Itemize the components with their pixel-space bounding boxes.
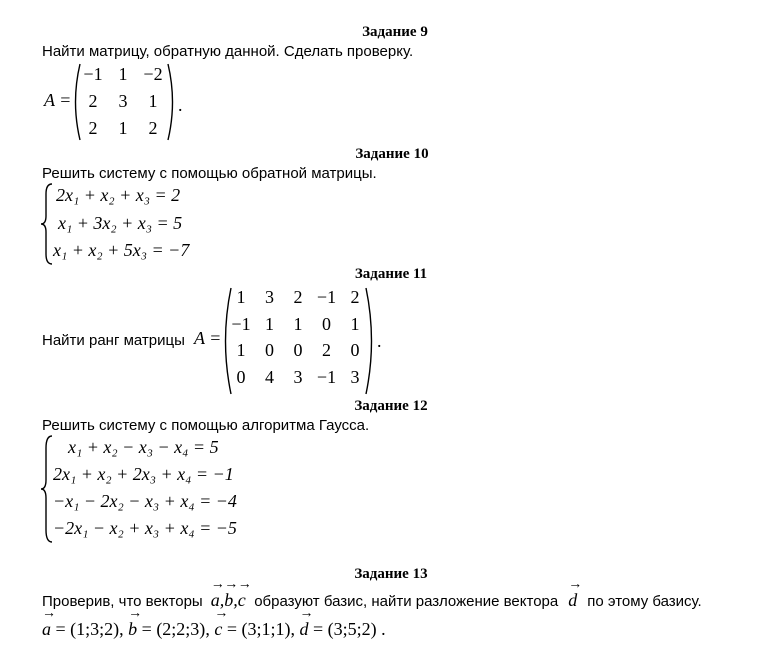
matrix-11-cell-r2-c4: 0 bbox=[322, 313, 331, 334]
task-13-basis: → a,→ b,→ c bbox=[211, 590, 251, 610]
matrix-9-cell-r2-c3: 1 bbox=[148, 91, 158, 111]
system-12-eq-3: −x₁ − 2x₂ − x₃ + x₄ = −4 bbox=[53, 491, 237, 511]
matrix-9-name: A = bbox=[44, 90, 72, 110]
matrix-11-cell-r1-c2: 3 bbox=[265, 287, 274, 307]
matrix-9-cell-r3-c1: 2 bbox=[88, 118, 98, 138]
task-11-text: Найти ранг матрицы bbox=[42, 332, 185, 349]
matrix-11-cell-r1-c4: −1 bbox=[316, 287, 337, 307]
task-13-text-end: по этому базису. bbox=[587, 593, 702, 610]
matrix-11-cell-r2-c2: 1 bbox=[265, 313, 274, 334]
task-9-title: Задание 9 bbox=[362, 24, 428, 40]
system-12-brace bbox=[40, 434, 54, 544]
matrix-11-cell-r3-c4: 2 bbox=[322, 340, 331, 360]
matrix-11-dot: . bbox=[377, 331, 382, 351]
matrix-9-dot: . bbox=[178, 95, 183, 115]
task-10-title: Задание 10 bbox=[355, 146, 429, 162]
task-12-title: Задание 12 bbox=[354, 398, 428, 414]
matrix-11-cell-r4-c4: −1 bbox=[316, 366, 337, 387]
system-12-eq-1: x₁ + x₂ − x₃ − x₄ = 5 bbox=[68, 437, 219, 457]
matrix-9-cell-r2-c2: 3 bbox=[118, 91, 128, 111]
matrix-11-cell-r3-c2: 0 bbox=[265, 340, 274, 360]
system-10-eq-2: x₁ + 3x₂ + x₃ = 5 bbox=[58, 213, 183, 233]
matrix-11-cell-r2-c5: 1 bbox=[350, 313, 360, 334]
matrix-11-cell-r4-c5: 3 bbox=[350, 366, 360, 387]
task-13-text-before: Проверив, что векторы bbox=[42, 593, 203, 610]
matrix-11-cell-r4-c3: 3 bbox=[293, 366, 303, 387]
matrix-11-cell-r2-c1: −1 bbox=[231, 313, 251, 334]
matrix-9-cell-r1-c1: −1 bbox=[83, 64, 103, 84]
system-10-eq-3: x₁ + x₂ + 5x₃ = −7 bbox=[53, 240, 190, 260]
system-12-eq-4: −2x₁ − x₂ + x₃ + x₄ = −5 bbox=[53, 518, 237, 538]
system-10-brace bbox=[40, 182, 54, 266]
matrix-9-cell-r1-c3: −2 bbox=[143, 64, 163, 84]
task-11-title: Задание 11 bbox=[354, 266, 428, 282]
matrix-11-cell-r3-c1: 1 bbox=[236, 340, 246, 360]
matrix-9-cell-r2-c1: 2 bbox=[88, 91, 98, 111]
system-10-eq-1: 2x₁ + x₂ + x₃ = 2 bbox=[56, 185, 181, 205]
matrix-11-cell-r1-c3: 2 bbox=[293, 287, 303, 307]
matrix-11-cell-r4-c2: 4 bbox=[265, 366, 274, 387]
task-13-title: Задание 13 bbox=[354, 566, 428, 582]
matrix-11-cell-r3-c3: 0 bbox=[293, 340, 303, 360]
matrix-11-name: A = bbox=[194, 328, 222, 348]
matrix-11-cell-r2-c3: 1 bbox=[293, 313, 303, 334]
task-13-target: → d bbox=[568, 590, 577, 610]
matrix-11-cell-r1-c1: 1 bbox=[236, 287, 246, 307]
task-9-text: Найти матрицу, обратную данной. Сделать проверку. bbox=[42, 43, 414, 60]
task-13-vector-values: → a = (1;3;2), → b = (2;2;3), → c = (3;1;1), → d = (3;5;2) . bbox=[42, 619, 386, 640]
matrix-9-cell-r3-c2: 1 bbox=[118, 118, 128, 138]
task-10-text: Решить систему с помощью обратной матрицы. bbox=[42, 165, 377, 182]
matrix-9-cell-r1-c2: 1 bbox=[118, 64, 128, 84]
matrix-11-cell-r1-c5: 2 bbox=[350, 287, 360, 307]
matrix-9-cell-r3-c3: 2 bbox=[148, 118, 158, 138]
matrix-11-cell-r4-c1: 0 bbox=[236, 366, 246, 387]
matrix-11-cell-r3-c5: 0 bbox=[350, 340, 360, 360]
task-12-text: Решить систему с помощью алгоритма Гаусса. bbox=[42, 417, 370, 434]
task-13-text-after: образуют базис, найти разложение вектора bbox=[254, 593, 559, 610]
system-12-eq-2: 2x₁ + x₂ + 2x₃ + x₄ = −1 bbox=[53, 464, 234, 484]
